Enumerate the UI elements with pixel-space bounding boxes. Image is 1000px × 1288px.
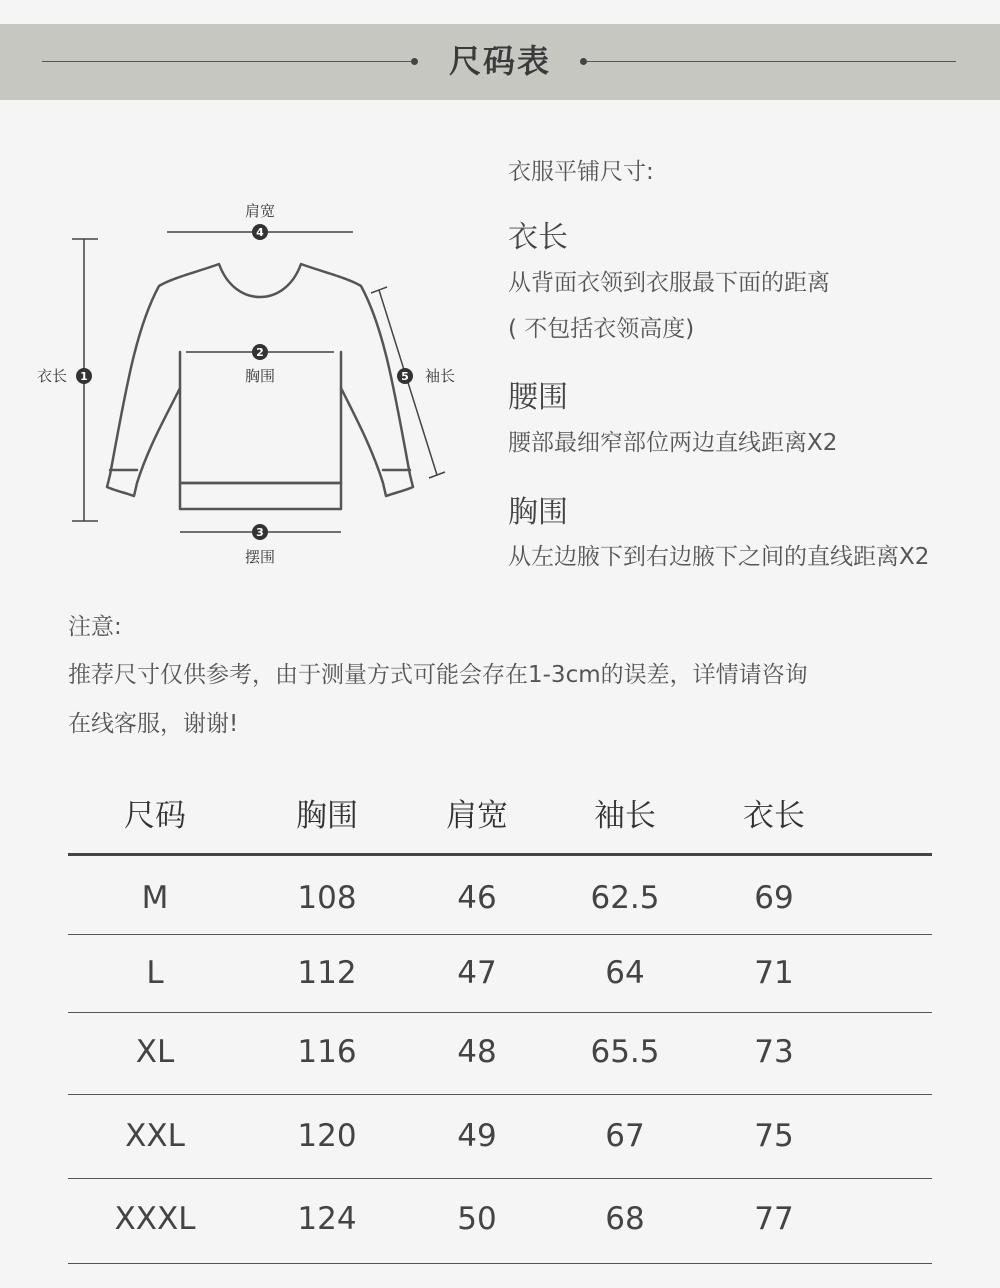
marker-3-number: 3 xyxy=(256,526,264,539)
header-sleeve: 袖长 xyxy=(594,798,656,834)
table-row xyxy=(68,856,932,935)
table-row xyxy=(68,1179,932,1264)
cell-size: XL xyxy=(135,1034,175,1070)
header-right-rule xyxy=(586,61,956,62)
cell-chest: 108 xyxy=(297,880,357,916)
header-left-rule xyxy=(42,61,414,62)
cell-sleeve: 62.5 xyxy=(590,880,660,916)
cell-length: 69 xyxy=(754,880,794,916)
cell-shoulder: 48 xyxy=(457,1034,497,1070)
table-row xyxy=(68,1095,932,1179)
cell-length: 75 xyxy=(754,1118,794,1154)
sweater-diagram xyxy=(0,180,480,600)
cell-size: XXL xyxy=(125,1118,185,1154)
waist-heading: 腰围 xyxy=(508,380,568,415)
note-line-2: 在线客服，谢谢! xyxy=(68,711,239,737)
cell-shoulder: 47 xyxy=(457,955,497,991)
cell-size: L xyxy=(146,955,164,991)
waist-desc: 腰部最细窄部位两边直线距离X2 xyxy=(508,430,838,456)
hem-label: 摆围 xyxy=(244,548,276,566)
cell-chest: 120 xyxy=(297,1118,357,1154)
length-desc-line-1: 从背面衣领到衣服最下面的距离 xyxy=(508,270,830,296)
chest-desc: 从左边腋下到右边腋下之间的直线距离X2 xyxy=(508,544,930,570)
cell-length: 77 xyxy=(754,1201,794,1237)
table-header xyxy=(68,780,932,856)
cell-sleeve: 68 xyxy=(605,1201,645,1237)
header-shoulder: 肩宽 xyxy=(446,798,508,834)
chest-heading: 胸围 xyxy=(508,495,568,530)
header-chest: 胸围 xyxy=(296,798,358,834)
cell-sleeve: 67 xyxy=(605,1118,645,1154)
table-row xyxy=(68,935,932,1013)
cell-sleeve: 64 xyxy=(605,955,645,991)
sleeve-label: 袖长 xyxy=(424,367,456,385)
length-label: 衣长 xyxy=(36,367,68,385)
hem-band xyxy=(180,483,341,509)
cell-length: 73 xyxy=(754,1034,794,1070)
cell-chest: 124 xyxy=(297,1201,357,1237)
cell-size: M xyxy=(141,880,169,916)
marker-1-number: 1 xyxy=(80,370,88,383)
length-heading: 衣长 xyxy=(508,220,568,255)
cell-chest: 112 xyxy=(297,955,357,991)
cell-sleeve: 65.5 xyxy=(590,1034,660,1070)
table-row xyxy=(68,1013,932,1095)
measure-intro: 衣服平铺尺寸: xyxy=(508,159,654,185)
note-line-1: 推荐尺寸仅供参考，由于测量方式可能会存在1-3cm的误差，详情请咨询 xyxy=(68,662,808,688)
cell-chest: 116 xyxy=(297,1034,357,1070)
length-desc-line-2: ( 不包括衣领高度) xyxy=(508,316,695,342)
cell-shoulder: 46 xyxy=(457,880,497,916)
cell-size: XXXL xyxy=(114,1201,196,1237)
sweater-illustration xyxy=(0,180,480,600)
page-title: 尺码表 xyxy=(448,42,551,80)
size-table xyxy=(68,780,932,1264)
marker-4-number: 4 xyxy=(256,226,264,239)
marker-2-number: 2 xyxy=(256,346,264,359)
cell-length: 71 xyxy=(754,955,794,991)
note-label: 注意: xyxy=(68,614,122,640)
chest-label: 胸围 xyxy=(244,367,276,385)
header-size: 尺码 xyxy=(124,798,186,834)
marker-5-number: 5 xyxy=(401,370,409,383)
header-length: 衣长 xyxy=(743,798,805,834)
cell-shoulder: 50 xyxy=(457,1201,497,1237)
shoulder-label: 肩宽 xyxy=(244,202,276,220)
cell-shoulder: 49 xyxy=(457,1118,497,1154)
